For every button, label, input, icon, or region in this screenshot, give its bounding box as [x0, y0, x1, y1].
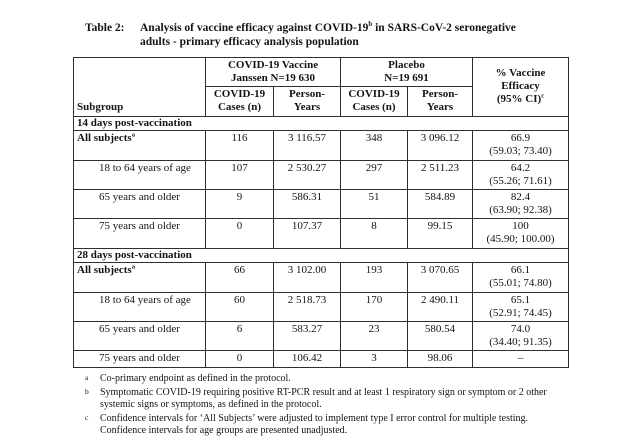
section-header-row	[74, 116, 569, 131]
section-header-row	[74, 248, 569, 263]
placebo-person-years-cell: 99.15	[408, 219, 473, 248]
vaccine-person-years-cell: 3 116.57	[274, 131, 341, 160]
vaccine-person-years-cell: 107.37	[274, 219, 341, 248]
table-title-text	[140, 21, 585, 50]
table-number-label: Table 2:	[85, 22, 125, 34]
vaccine-efficacy-table	[73, 57, 569, 368]
placebo-cases-cell: 297	[341, 160, 408, 189]
footnote	[85, 373, 571, 385]
footnote	[85, 413, 571, 437]
col-header-efficacy-line1: % Vaccine	[495, 66, 546, 79]
col-header-placebo-cases	[341, 87, 408, 116]
col-group-vaccine	[206, 57, 341, 86]
placebo-person-years-cell: 3 096.12	[408, 131, 473, 160]
subgroup-cell: All subjects$^a$	[74, 131, 206, 160]
placebo-person-years-cell: 2 511.23	[408, 160, 473, 189]
placebo-cases-cell: 8	[341, 219, 408, 248]
subgroup-cell: 65 years and older	[74, 189, 206, 218]
placebo-cases-cell: 3	[341, 351, 408, 367]
col-header-subgroup: Subgroup	[74, 57, 206, 116]
col-header-efficacy-line3: (95% CI)	[496, 93, 542, 106]
title-line1-post: in SARS-CoV-2 seronegative	[372, 22, 516, 34]
efficacy-cell: 82.4 (63.90; 92.38)	[473, 189, 569, 218]
subgroup-cell: 18 to 64 years of age	[74, 292, 206, 321]
table-row	[74, 322, 569, 351]
title-line2: adults - primary efficacy analysis population	[140, 36, 359, 49]
footnotes	[85, 373, 571, 438]
vaccine-cases-cell: 0	[206, 351, 274, 367]
placebo-cases-cell: 193	[341, 263, 408, 292]
col-group-placebo-line1: Placebo	[388, 58, 425, 71]
vaccine-person-years-cell: 3 102.00	[274, 263, 341, 292]
efficacy-cell: 100 (45.90; 100.00)	[473, 219, 569, 248]
efficacy-cell: 64.2 (55.26; 71.61)	[473, 160, 569, 189]
subgroup-cell: 65 years and older	[74, 322, 206, 351]
table-row	[74, 351, 569, 367]
row-footnote-marker: a	[131, 263, 135, 271]
table-title	[85, 21, 639, 50]
table-row	[74, 160, 569, 189]
footnote-text: Confidence intervals for ‘All Subjects’ were adjusted to implement type I error control for multiple testing. Confidence intervals for age groups are presented unadjusted.	[100, 413, 529, 437]
efficacy-footnote-marker-c: c	[541, 92, 545, 100]
footnote-marker: a	[85, 372, 89, 382]
col-group-placebo-line2: N=19 691	[384, 71, 429, 84]
subgroup-cell: 75 years and older	[74, 351, 206, 367]
vaccine-person-years-cell: 586.31	[274, 189, 341, 218]
vaccine-py-line1: Person-	[288, 88, 326, 101]
placebo-cases-cell: 348	[341, 131, 408, 160]
footnote-text: Symptomatic COVID-19 requiring positive RT-PCR result and at least 1 respiratory sign or symptom or 2 other systemic signs or symptoms, as defined in the protocol.	[100, 386, 547, 410]
vaccine-cases-line1: COVID-19	[213, 88, 266, 101]
vaccine-person-years-cell: 2 530.27	[274, 160, 341, 189]
footnote-marker: b	[85, 386, 89, 396]
row-footnote-marker: a	[131, 131, 135, 139]
col-header-vaccine-person-years	[274, 87, 341, 116]
efficacy-cell: –	[473, 351, 569, 367]
placebo-cases-line1: COVID-19	[348, 88, 400, 101]
col-header-vaccine-cases	[206, 87, 274, 116]
placebo-person-years-cell: 3 070.65	[408, 263, 473, 292]
placebo-py-line2: Years	[426, 101, 454, 114]
placebo-cases-cell: 170	[341, 292, 408, 321]
vaccine-cases-cell: 116	[206, 131, 274, 160]
table-row	[74, 219, 569, 248]
table-row	[74, 263, 569, 292]
placebo-person-years-cell: 584.89	[408, 189, 473, 218]
efficacy-cell: 74.0 (34.40; 91.35)	[473, 322, 569, 351]
title-footnote-marker-b: b	[368, 21, 373, 29]
vaccine-py-line2: Years	[293, 101, 321, 114]
vaccine-person-years-cell: 583.27	[274, 322, 341, 351]
subgroup-cell: All subjects$^a$	[74, 263, 206, 292]
efficacy-cell: 66.1 (55.01; 74.80)	[473, 263, 569, 292]
vaccine-person-years-cell: 106.42	[274, 351, 341, 367]
placebo-person-years-cell: 580.54	[408, 322, 473, 351]
placebo-cases-cell: 23	[341, 322, 408, 351]
vaccine-cases-line2: Cases (n)	[217, 101, 262, 114]
col-group-vaccine-line1: COVID-19 Vaccine	[227, 58, 319, 71]
section-header: 28 days post-vaccination	[74, 248, 569, 263]
table-row	[74, 131, 569, 160]
footnote	[85, 387, 571, 411]
placebo-cases-line2: Cases (n)	[352, 101, 396, 114]
col-group-placebo	[341, 57, 473, 86]
section-header: 14 days post-vaccination	[74, 116, 569, 131]
footnote-marker: c	[85, 413, 89, 423]
vaccine-cases-cell: 6	[206, 322, 274, 351]
placebo-person-years-cell: 98.06	[408, 351, 473, 367]
subgroup-cell: 18 to 64 years of age	[74, 160, 206, 189]
vaccine-cases-cell: 60	[206, 292, 274, 321]
efficacy-cell: 65.1 (52.91; 74.45)	[473, 292, 569, 321]
vaccine-cases-cell: 66	[206, 263, 274, 292]
header-group-row	[74, 57, 569, 86]
placebo-cases-cell: 51	[341, 189, 408, 218]
vaccine-person-years-cell: 2 518.73	[274, 292, 341, 321]
col-header-efficacy-line2: Efficacy	[501, 80, 540, 93]
placebo-person-years-cell: 2 490.11	[408, 292, 473, 321]
footnote-text: Co-primary endpoint as defined in the protocol.	[100, 372, 291, 384]
title-line1-pre: Analysis of vaccine efficacy against COVID-19	[140, 22, 369, 34]
vaccine-cases-cell: 9	[206, 189, 274, 218]
table-row	[74, 292, 569, 321]
vaccine-cases-cell: 107	[206, 160, 274, 189]
placebo-py-line1: Person-	[421, 88, 459, 101]
col-header-efficacy	[473, 57, 569, 116]
col-group-vaccine-line2: Janssen N=19 630	[231, 71, 315, 84]
subgroup-cell: 75 years and older	[74, 219, 206, 248]
vaccine-cases-cell: 0	[206, 219, 274, 248]
col-header-placebo-person-years	[408, 87, 473, 116]
efficacy-cell: 66.9 (59.03; 73.40)	[473, 131, 569, 160]
table-row	[74, 189, 569, 218]
